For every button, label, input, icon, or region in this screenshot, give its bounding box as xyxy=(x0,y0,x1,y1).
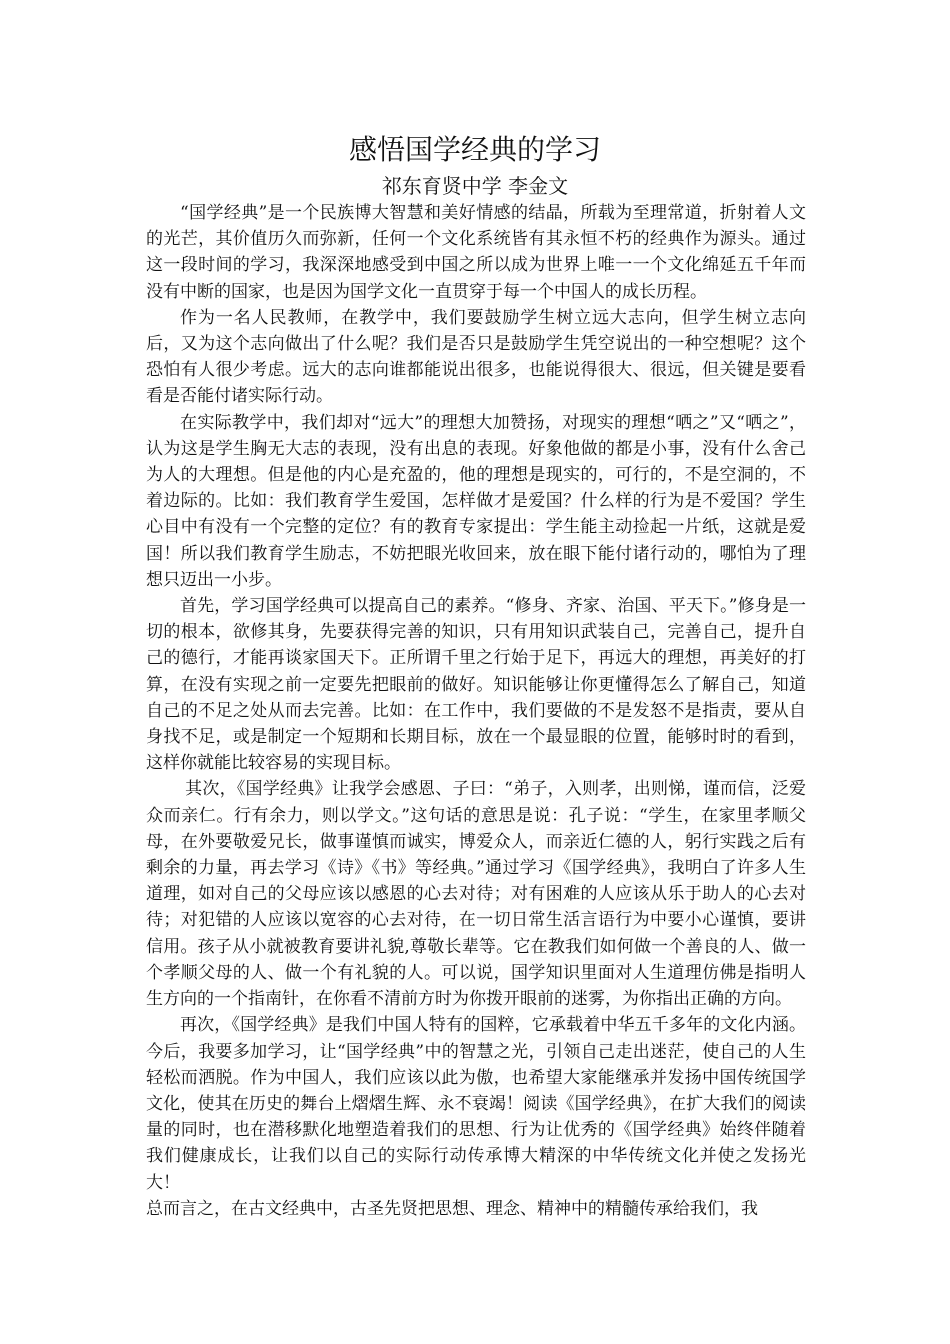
paragraph-4: 首先，学习国学经典可以提高自己的素养。“修身、齐家、治国、平天下。”修身是一切的根本，欲修其身，先要获得完善的知识，只有用知识武装自己，完善自己，提升自己的德行，才能再谈家国天下。正所谓千里之行始于足下，再远大的理想，再美好的打算，在没有实现之前一定要先把眼前的做好。知识能够让你更懂得怎么了解自己，知道自己的不足之处从而去完善。比如：在工作中，我们要做的不是发怒不是指责，要从自身找不足，或是制定一个短期和长期目标，放在一个最显眼的位置，能够时时的看到，这样你就能比较容易的实现目标。 xyxy=(146,596,806,774)
document-body xyxy=(146,200,806,1222)
paragraph-6: 再次，《国学经典》是我们中国人特有的国粹，它承载着中华五千多年的文化内涵。今后，我要多加学习，让“国学经典”中的智慧之光，引领自己走出迷茫，使自己的人生轻松而洒脱。作为中国人，我们应该以此为傲，也希望大家能继承并发扬中国传统国学文化，使其在历史的舞台上熠熠生辉、永不衰竭！阅读《国学经典》，在扩大我们的阅读量的同时，也在潜移默化地塑造着我们的思想、行为让优秀的《国学经典》始终伴随着我们健康成长，让我们以自己的实际行动传承博大精深的中华传统文化并使之发扬光大！ xyxy=(146,1015,806,1193)
paragraph-7: 总而言之，在古文经典中，古圣先贤把思想、理念、精神中的精髓传承给我们，我 xyxy=(146,1198,758,1219)
document-author: 祁东育贤中学 李金文 xyxy=(381,174,569,198)
document-title: 感悟国学经典的学习 xyxy=(348,133,601,166)
paragraph-3: 在实际教学中，我们却对“远大”的理想大加赞扬，对现实的理想“哂之”又“哂之”，认为这是学生胸无大志的表现，没有出息的表现。好象他做的都是小事，没有什么舍己为人的大理想。但是他的内心是充盈的，他的理想是现实的，可行的，不是空洞的，不着边际的。比如：我们教育学生爱国，怎样做才是爱国？什么样的行为是不爱国？学生心目中有没有一个完整的定位？有的教育专家提出：学生能主动捡起一片纸，这就是爱国！所以我们教育学生励志，不妨把眼光收回来，放在眼下能付诸行动的，哪怕为了理想只迈出一小步。 xyxy=(146,412,806,590)
paragraph-2: 作为一名人民教师，在教学中，我们要鼓励学生树立远大志向，但学生树立志向后，又为这个志向做出了什么呢？我们是否只是鼓励学生凭空说出的一种空想呢？这个恐怕有人很少考虑。远大的志向谁都能说出很多，也能说得很大、很远，但关键是要看看是否能付诸实际行动。 xyxy=(146,307,806,407)
paragraph-1: “国学经典”是一个民族博大智慧和美好情感的结晶，所载为至理常道，折射着人文的光芒，其价值历久而弥新，任何一个文化系统皆有其永恒不朽的经典作为源头。通过这一段时间的学习，我深深地感受到中国之所以成为世界上唯一一个文化绵延五千年而没有中断的国家，也是因为国学文化一直贯穿于每一个中国人的成长历程。 xyxy=(146,203,806,302)
paragraph-5: 其次，《国学经典》让我学会感恩、子曰：“弟子，入则孝，出则悌，谨而信，泛爱众而亲仁。行有余力，则以学文。”这句话的意思是说：孔子说：“学生，在家里孝顺父母，在外要敬爱兄长，做事谨慎而诚实，博爱众人，而亲近仁德的人，躬行实践之后有剩余的力量，再去学习《诗》《书》等经典。”通过学习《国学经典》，我明白了许多人生道理，如对自己的父母应该以感恩的心去对待；对有困难的人应该从乐于助人的心去对待；对犯错的人应该以宽容的心去对待，在一切日常生活言语行为中要小心谨慎，要讲信用。孩子从小就被教育要讲礼貌,尊敬长辈等。它在教我们如何做一个善良的人、做一个孝顺父母的人、做一个有礼貌的人。可以说，国学知识里面对人生道理仿佛是指明人生方向的一个指南针，在你看不清前方时为你拨开眼前的迷雾，为你指出正确的方向。 xyxy=(146,779,806,1010)
